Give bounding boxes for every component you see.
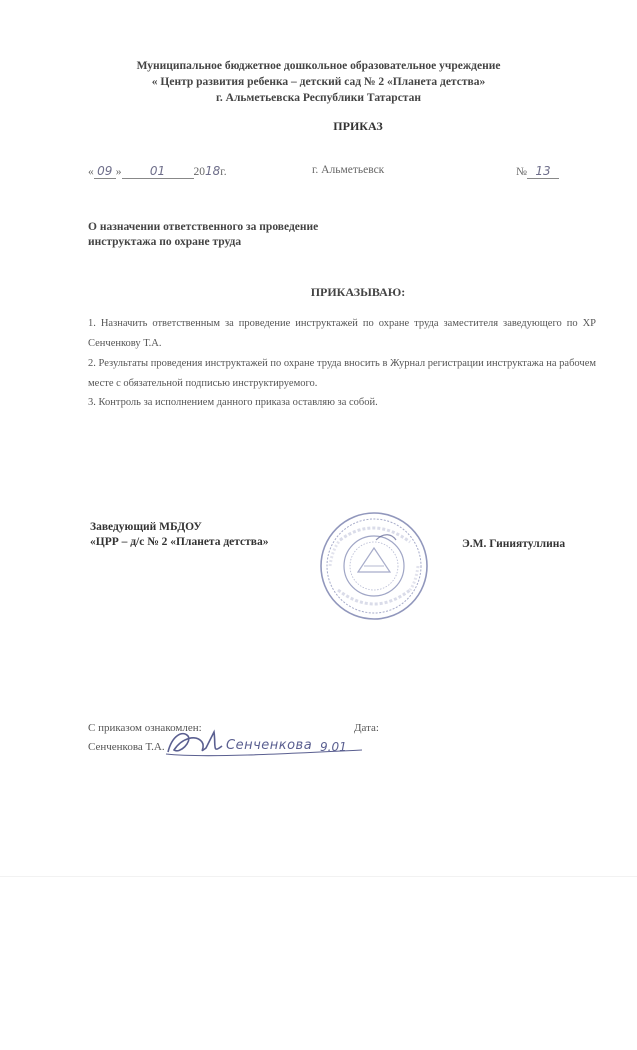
subject-line1: О назначении ответственного за проведение	[88, 221, 319, 233]
header-org-line3: г. Альметьевска Республики Татарстан	[216, 92, 421, 104]
ack-date-label: Дата:	[354, 722, 379, 734]
header-org-line1: Муниципальное бюджетное дошкольное образовательное учреждение	[136, 60, 501, 72]
document-subject	[88, 220, 318, 250]
order-item-3: 3. Контроль за исполнением данного приказа оставляю за собой.	[88, 397, 378, 408]
document-number	[516, 164, 559, 179]
signature-position	[90, 520, 269, 550]
date-year-prefix: 20	[193, 166, 205, 178]
ack-person: Сенченкова Т.А.	[88, 741, 165, 753]
order-item-1: 1. Назначить ответственным за проведение инструктажей по охране труда заместителя заведующего по ХР Сенченкову Т.А.	[88, 318, 596, 349]
date-close-quote: »	[115, 166, 122, 178]
header-org-line2: « Центр развития ребенка – детский сад № 2 «Планета детства»	[151, 76, 486, 88]
signature-position-line2: «ЦРР – д/с № 2 «Планета детства»	[90, 536, 269, 548]
document-city: г. Альметьевск	[312, 164, 385, 176]
order-word: ПРИКАЗЫВАЮ:	[310, 285, 406, 299]
signature-name: Э.М. Гиниятуллина	[462, 538, 566, 550]
subject-line2: инструктажа по охране труда	[88, 236, 242, 248]
handwritten-name: Сенченкова	[226, 738, 313, 753]
date-year-suffix: 18	[205, 164, 221, 178]
ack-label: С приказом ознакомлен:	[88, 722, 202, 734]
number-label: №	[516, 166, 527, 178]
signature-position-line1: Заведующий МБДОУ	[90, 521, 202, 533]
official-stamp-seal	[318, 510, 430, 622]
handwritten-date: 9.01	[320, 740, 347, 754]
scan-edge-divider	[0, 876, 637, 877]
document-title: ПРИКАЗ	[333, 119, 383, 133]
date-open-quote: «	[88, 166, 94, 178]
date-month: 01	[122, 164, 194, 179]
date-year-unit: г.	[220, 166, 227, 178]
date-day: 09	[94, 164, 116, 179]
document-date	[88, 164, 227, 179]
number-value: 13	[527, 164, 559, 179]
order-item-2: 2. Результаты проведения инструктажей по охране труда вносить в Журнал регистрации инструктажа на рабочем месте с обязательной подписью инструктируемого.	[88, 358, 596, 389]
